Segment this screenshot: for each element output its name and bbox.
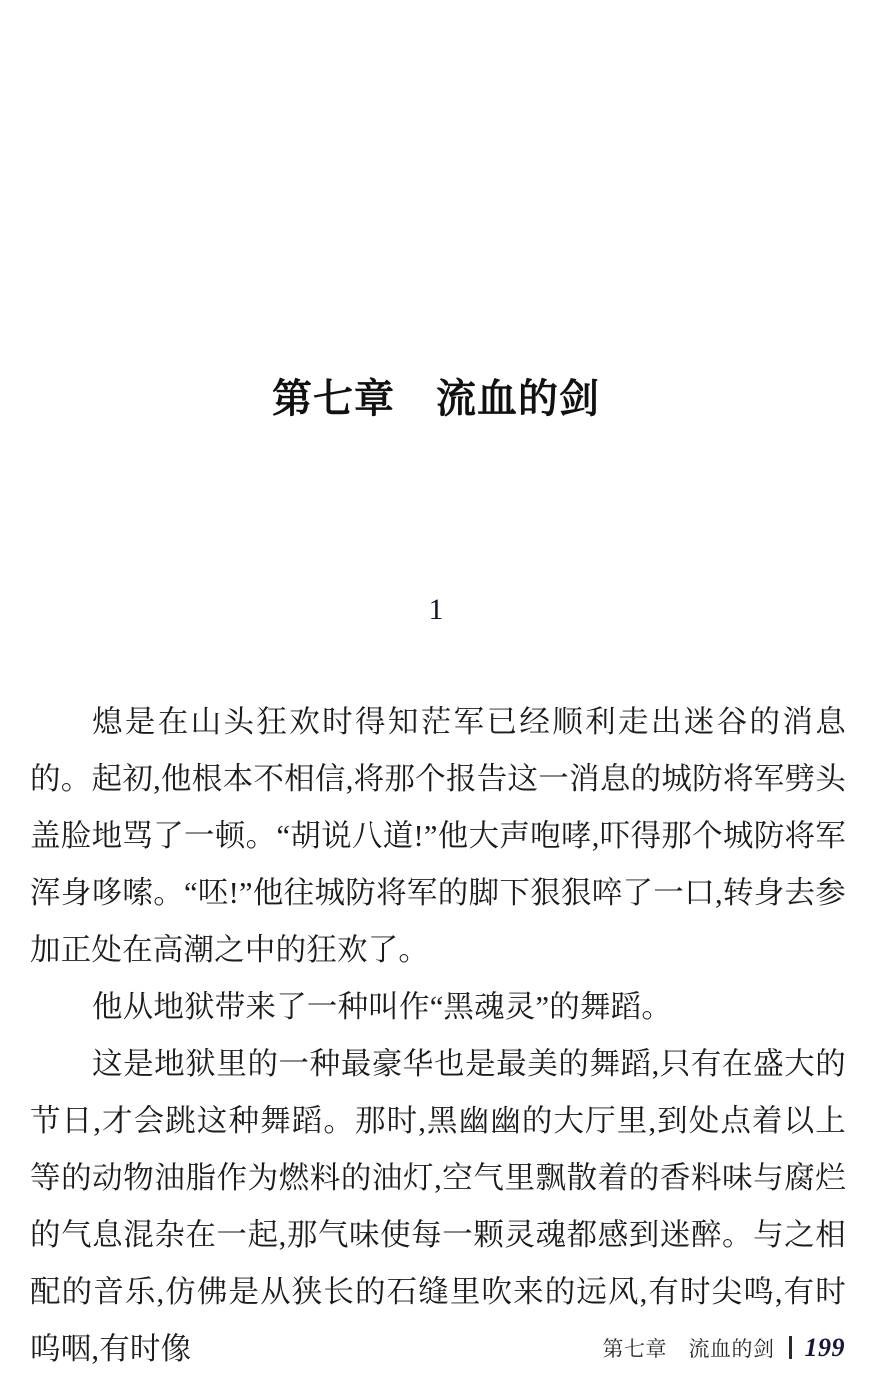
paragraph: 这是地狱里的一种最豪华也是最美的舞蹈,只有在盛大的节日,才会跳这种舞蹈。那时,黑幽幽的大厅里,到处点着以上等的动物油脂作为燃料的油灯,空气里飘散着的香料味与腐烂的气息混杂在一起,那气味使每一颗灵魂都感到迷醉。与之相配的音乐,仿佛是从狭长的石缝里吹来的远风,有时尖鸣,有时呜咽,有时像: [30, 1047, 846, 1366]
footer-separator-icon: [789, 1336, 792, 1359]
body-text: [30, 694, 846, 1378]
footer-chapter-label: 第七章 流血的剑: [602, 1338, 775, 1361]
paragraph: 熄是在山头狂欢时得知茫军已经顺利走出迷谷的消息的。起初,他根本不相信,将那个报告这一消息的城防将军劈头盖脸地骂了一顿。“胡说八道!”他大声咆哮,吓得那个城防将军浑身哆嗦。“呸!”他往城防将军的脚下狠狠啐了一口,转身去参加正处在高潮之中的狂欢了。: [30, 705, 846, 967]
chapter-title: 第七章 流血的剑: [272, 377, 600, 421]
page-footer: [0, 1333, 872, 1363]
page-number: 199: [804, 1333, 845, 1362]
paragraph: 他从地狱带来了一种叫作“黑魂灵”的舞蹈。: [92, 990, 673, 1024]
section-number: 1: [428, 593, 444, 626]
